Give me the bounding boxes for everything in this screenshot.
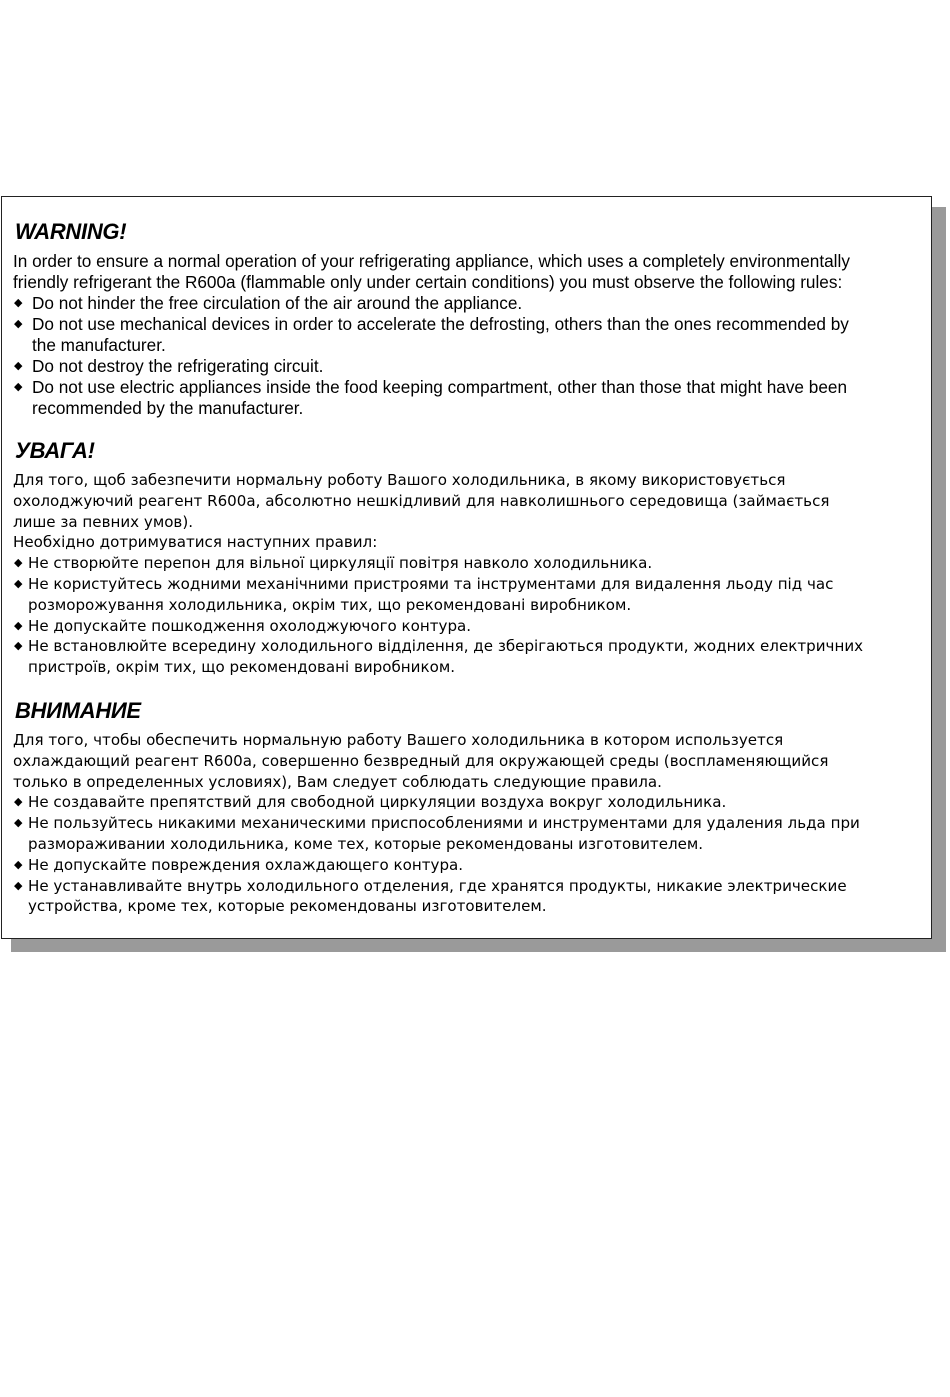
- rules-list: [13, 553, 913, 678]
- diamond-bullet-icon: ◆: [14, 640, 23, 653]
- list-item: ◆ Не устанавливайте внутрь холодильного отделения, где хранятся продукты, никакие электрические устройства, кроме тех, которые рекомендованы изготовителем.: [14, 876, 847, 916]
- list-item: ◆ Do not use mechanical devices in order to accelerate the defrosting, others than the ones recommended by the manufacturer.: [14, 314, 849, 355]
- diamond-bullet-icon: ◆: [14, 557, 23, 570]
- diamond-bullet-icon: ◆: [14, 577, 23, 590]
- diamond-bullet-icon: ◆: [14, 297, 23, 309]
- list-item: ◆ Не создавайте препятствий для свободной циркуляции воздуха вокруг холодильника.: [14, 793, 727, 812]
- section-heading: ВНИМАНИЕ: [15, 698, 141, 723]
- diamond-bullet-icon: ◆: [14, 879, 23, 892]
- list-item: ◆ Не користуйтесь жодними механічними пристроями та інструментами для видалення льоду під час розморожування холодильника, окрім тих, що рекомендовані виробником.: [14, 574, 834, 614]
- diamond-bullet-icon: ◆: [14, 817, 23, 830]
- section-intro: In order to ensure a normal operation of your refrigerating appliance, which uses a completely environmentally friendly refrigerant the R600a (flammable only under certain conditions) you must observe the following rules:: [13, 251, 850, 292]
- list-item: ◆ Не допускайте повреждения охлаждающего контура.: [14, 855, 464, 874]
- section-heading: УВАГА!: [15, 438, 95, 463]
- list-item: ◆ Do not use electric appliances inside the food keeping compartment, other than those that might have been recommended by the manufacturer.: [14, 377, 848, 418]
- list-item: ◆ Не створюйте перепон для вільної циркуляції повітря навколо холодильника.: [14, 554, 653, 573]
- list-item: ◆ Не допускайте пошкодження охолоджуючого контура.: [14, 616, 472, 635]
- diamond-bullet-icon: ◆: [14, 858, 23, 871]
- diamond-bullet-icon: ◆: [14, 318, 23, 330]
- section-ukrainian: [13, 438, 913, 678]
- diamond-bullet-icon: ◆: [14, 619, 23, 632]
- diamond-bullet-icon: ◆: [14, 381, 23, 393]
- diamond-bullet-icon: ◆: [14, 360, 23, 372]
- section-english: [13, 219, 913, 419]
- diamond-bullet-icon: ◆: [14, 796, 23, 809]
- list-item: ◆ Не пользуйтесь никакими механическими приспособлениями и инструментами для удаления льда при размораживании холодильника, коме тех, которые рекомендованы изготовителем.: [14, 814, 860, 853]
- rules-list: [13, 293, 913, 419]
- list-item: ◆ Do not destroy the refrigerating circuit.: [14, 356, 324, 376]
- section-intro: Для того, чтобы обеспечить нормальную работу Вашего холодильника в котором используется охлаждающий реагент R600a, совершенно безвредный для окружающей среды (воспламеняющийся только в определенных условиях), Вам следует соблюдать следующие правила.: [13, 731, 829, 791]
- section-russian: [13, 698, 913, 917]
- section-intro: Для того, щоб забезпечити нормальну роботу Вашого холодильника, в якому використовується охолоджуючий реагент R600a, абсолютно нешкідливий для навколишнього середовища (займається лише за певних умов). Необхідно дотримуватися наступних правил:: [13, 471, 830, 552]
- list-item: ◆ Do not hinder the free circulation of the air around the appliance.: [14, 293, 523, 313]
- list-item: ◆ Не встановлюйте всередину холодильного відділення, де зберігаються продукти, жодних електричних пристроїв, окрім тих, що рекомендовані виробником.: [14, 637, 864, 677]
- section-heading: WARNING!: [15, 219, 127, 244]
- rules-list: [13, 792, 913, 917]
